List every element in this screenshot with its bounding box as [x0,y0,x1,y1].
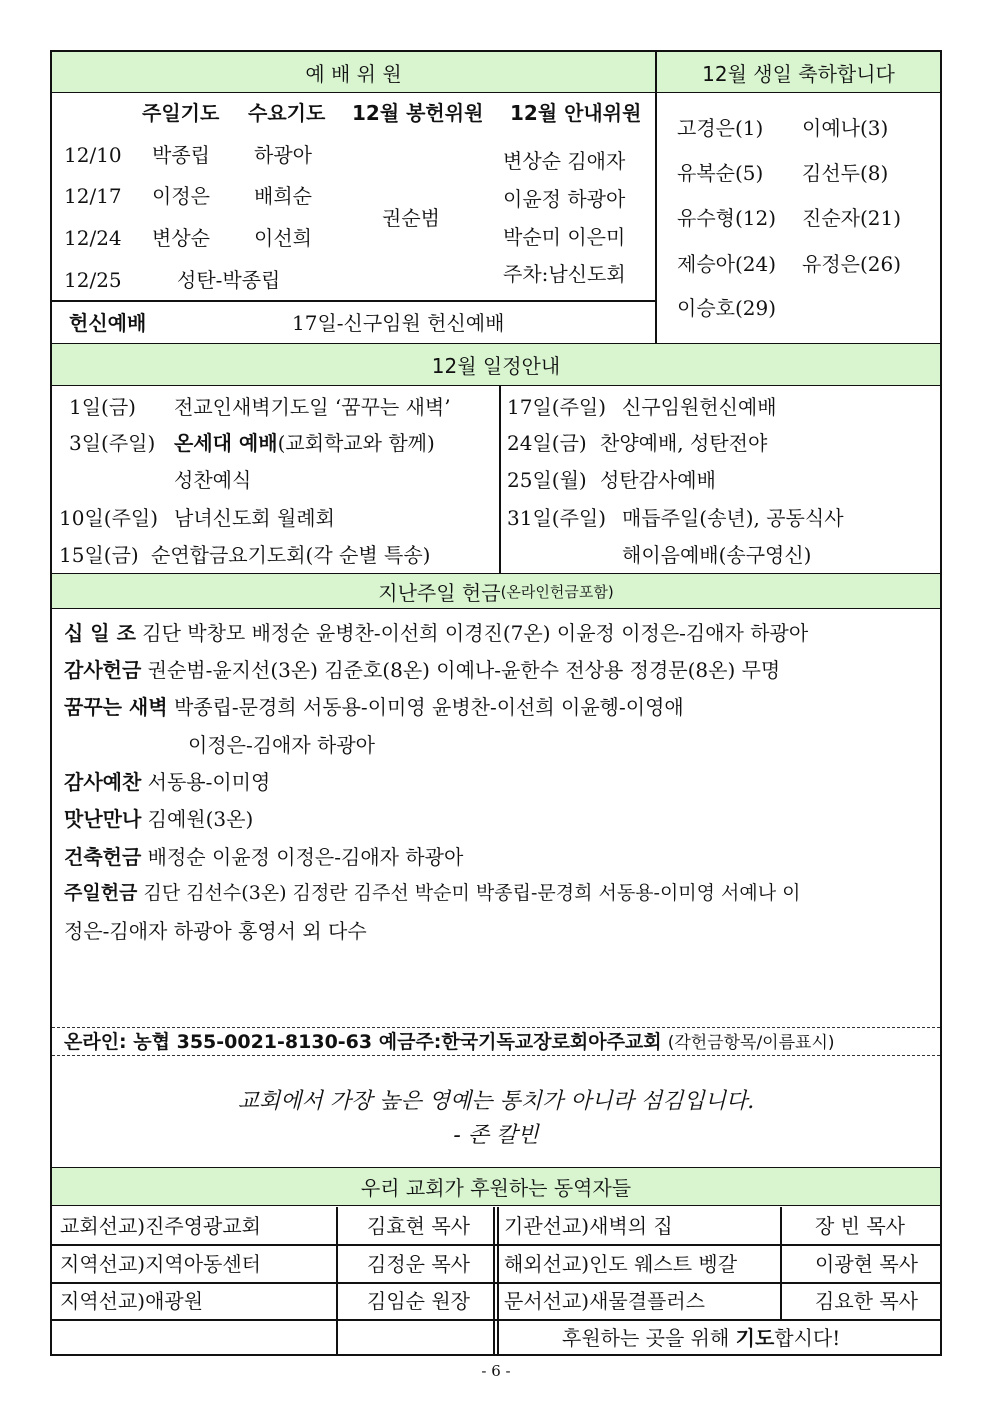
support-person: 장 빈 목사 [815,1214,905,1238]
schedule-text: 전교인새벽기도일 ‘꿈꾸는 새벽’ [174,395,451,419]
offering-header-text: 지난주일 헌금 [378,580,501,605]
offering-label: 감사헌금 [64,658,142,682]
dedication-text: 17일-신구임원 헌신예배 [292,311,505,335]
support-place: 교회선교)진주영광교회 [60,1214,262,1238]
schedule-date: 1일(금) [69,395,136,419]
schedule-date: 25일(월) [507,468,587,492]
row-date: 12/17 [64,184,122,208]
schedule-text: 성찬예식 [174,468,252,492]
offering-line [64,697,684,717]
offering-names: 이정은-김애자 하광아 [188,733,375,757]
offering-committee-name: 권순범 [382,206,440,230]
dedication-label: 헌신예배 [69,311,147,335]
offering-label: 십 일 조 [64,621,136,645]
online-account-note: (각헌금항목/이름표시) [667,1033,835,1053]
schedule-date: 31일(주일) [507,506,607,530]
christmas-prayer: 성탄-박종립 [177,268,281,292]
schedule-item [174,433,435,453]
support-person: 김임순 원장 [367,1289,470,1313]
bulletin-page [50,50,942,1356]
support-place: 해외선교)인도 웨스트 벵갈 [504,1252,738,1276]
offering-line [64,623,808,643]
worship-header-text: 예 배 위 원 [305,61,402,86]
support-mid-divider [493,1207,495,1354]
online-account [64,1033,835,1052]
quote-line: 교회에서 가장 높은 영예는 통치가 아니라 섬김입니다. [237,1089,755,1114]
schedule-header-text: 12월 일정안내 [431,354,561,378]
row-date: 12/25 [64,268,122,292]
schedule-text: 남녀신도회 월례회 [174,506,335,530]
online-account-text: 온라인: 농협 355-0021-8130-63 예금주:한국기독교장로회아주교회 [64,1031,662,1053]
row-sunday: 이정은 [152,184,210,208]
offering-line [64,884,801,903]
offering-names: 권순범-윤지선(3온) 김준호(8온) 이예나-윤한수 전상용 정경문(8온) 무명 [147,658,781,682]
support-place: 기관선교)새벽의 집 [504,1214,673,1238]
birthday-name: 유수형(12) [677,206,777,230]
offering-line [64,809,253,829]
schedule-date: 17일(주일) [507,395,607,419]
offering-line [64,772,270,792]
birthday-name: 김선두(8) [802,161,889,185]
offering-line [64,847,463,867]
birthday-name: 유정은(26) [802,252,902,276]
birthday-name: 이예나(3) [802,116,889,140]
top-divider [655,52,657,344]
row-wed: 하광아 [254,143,312,167]
offering-names: 배정순 이윤정 이정은-김애자 하광아 [147,845,464,869]
support-place: 지역선교)지역아동센터 [60,1252,262,1276]
support-place: 지역선교)애광원 [60,1289,204,1313]
row-wed: 배희순 [254,184,312,208]
support-mid-divider-2 [497,1207,499,1354]
dedication-divider [52,300,655,302]
row-date: 12/10 [64,143,122,167]
row-wed: 이선희 [254,226,312,250]
support-row-line [52,1244,940,1246]
offering-names: 서동용-이미영 [147,770,271,794]
support-footer-pre: 후원하는 곳을 위해 [562,1326,736,1350]
support-place: 문서선교)새물결플러스 [504,1289,706,1313]
support-row-line [52,1282,940,1284]
offering-names: 정은-김애자 하광아 홍영서 외 다수 [64,919,367,943]
support-row-line [52,1319,940,1321]
offering-label: 주일헌금 [64,882,138,904]
birthday-name: 이승호(29) [677,296,777,320]
offering-label: 맛난만나 [64,807,142,831]
schedule-text: (교회학교와 함께) [277,431,435,455]
offering-header-note: (온라인헌금포함) [500,582,614,601]
support-footer-bold: 기도 [735,1326,775,1350]
schedule-text: 매듭주일(송년), 공동식사 [622,506,844,530]
support-footer [562,1328,840,1348]
support-person: 이광현 목사 [815,1252,918,1276]
col-usher-committee: 12월 안내위원 [510,101,642,125]
usher-line: 이윤정 하광아 [503,187,626,211]
birthday-header-text: 12월 생일 축하합니다 [702,61,895,86]
quote-author: - 존 칼빈 [453,1123,539,1148]
support-person: 김요한 목사 [815,1289,918,1313]
offering-label: 감사예찬 [64,770,142,794]
schedule-date: 24일(금) [507,431,587,455]
col-offering-committee: 12월 봉헌위원 [352,101,484,125]
schedule-date: 15일(금) [59,543,139,567]
schedule-text: 성탄감사예배 [600,468,716,492]
offering-names: 박종립-문경희 서동용-이미영 윤병찬-이선희 이윤헹-이영애 [173,695,684,719]
usher-line: 주차:남신도회 [503,262,626,286]
offering-names: 김예원(3온) [147,807,254,831]
usher-line: 박순미 이은미 [503,225,626,249]
row-date: 12/24 [64,226,122,250]
row-sunday: 박종립 [152,143,210,167]
schedule-date: 3일(주일) [69,431,156,455]
support-header-text: 우리 교회가 후원하는 동역자들 [360,1176,632,1200]
schedule-divider [499,386,501,573]
offering-label: 건축헌금 [64,845,142,869]
page-number: - 6 - [481,1362,511,1380]
birthday-name: 진순자(21) [802,206,902,230]
col-wed-prayer: 수요기도 [248,101,326,125]
support-col-divider-right [780,1207,782,1320]
birthday-name: 유복순(5) [677,161,764,185]
support-footer-post: 합시다! [774,1326,841,1350]
birthday-name: 고경은(1) [677,116,764,140]
birthday-header [657,52,940,93]
worship-header [52,52,655,93]
schedule-bold: 온세대 예배 [174,431,278,455]
schedule-text: 순연합금요기도회(각 순별 특송) [151,543,431,567]
schedule-text: 찬양예배, 성탄전야 [600,431,768,455]
offering-header [52,574,940,609]
schedule-date: 10일(주일) [59,506,159,530]
schedule-header [52,344,940,386]
support-header [52,1168,940,1206]
schedule-text: 해이음예배(송구영신) [622,543,812,567]
online-bottom-dash [52,1055,940,1056]
birthday-name: 제승아(24) [677,252,777,276]
offering-names: 김단 박창모 배정순 윤병찬-이선희 이경진(7온) 이윤정 이정은-김애자 하광아 [142,621,809,645]
usher-line: 변상순 김애자 [503,149,626,173]
row-sunday: 변상순 [152,226,210,250]
offering-names: 김단 김선수(3온) 김정란 김주선 박순미 박종립-문경희 서동용-이미영 서예나 이 [143,882,801,904]
online-top-dash [52,1027,940,1028]
schedule-text: 신구임원헌신예배 [622,395,777,419]
support-person: 김효현 목사 [367,1214,470,1238]
support-col-divider [336,1207,338,1354]
col-sunday-prayer: 주일기도 [142,101,220,125]
offering-label: 꿈꾸는 새벽 [64,695,168,719]
offering-line [64,660,780,680]
support-person: 김정운 목사 [367,1252,470,1276]
